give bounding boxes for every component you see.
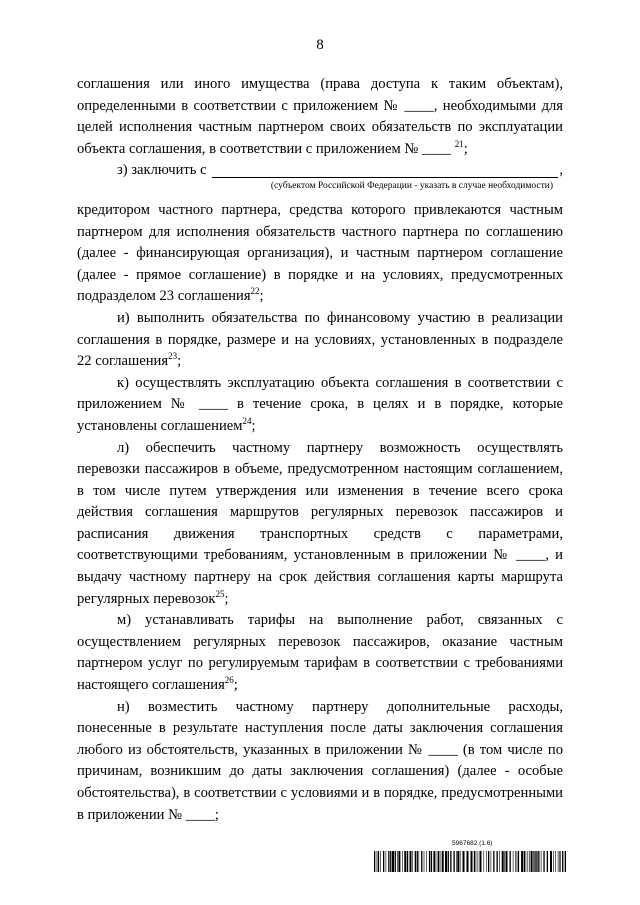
- paragraph-z: [77, 160, 563, 182]
- paragraph-end: ;: [233, 677, 238, 694]
- paragraph-k: [77, 373, 563, 438]
- paragraph-end: ;: [177, 353, 182, 370]
- paragraph-end: ;: [224, 590, 229, 607]
- paragraph-end: ;: [463, 140, 468, 157]
- paragraph-z-continuation: [77, 200, 563, 308]
- paragraph-text: м) устанавливать тарифы на выполнение работ, связанных с осуществлением регулярных перевозок пассажиров, оказание частным партнером услуг по регулируемым тарифам в соответствии с требованиями настоящего соглашения: [77, 612, 563, 694]
- document-body: [77, 74, 563, 826]
- paragraph-text: л) обеспечить частному партнеру возможность осуществлять перевозки пассажиров в объеме, предусмотренном настоящим соглашением, в том числе путем утверждения или изменения в течение всего срока действия соглашения маршрутов регулярных перевозок пассажиров и расписания движения транспортных средств с параметрами, соответствующими требованиям, установленным в приложении № ____, и выдачу частному партнеру на срок действия соглашения карты маршрута регулярных перевозок: [77, 439, 563, 607]
- footnote-ref: 26: [224, 675, 234, 686]
- footnote-ref: 24: [242, 415, 252, 426]
- paragraph-text: и) выполнить обязательства по финансовому участию в реализации соглашения в порядке, размере и на условиях, установленных в подразделе 22 соглашения: [77, 309, 563, 370]
- paragraph-continuation: [77, 74, 563, 160]
- paragraph-n: [77, 697, 563, 827]
- document-id: 5967682 (1.6): [452, 840, 493, 847]
- paragraph-text: н) возместить частному партнеру дополнительные расходы, понесенные в результате наступления после даты заключения соглашения любого из обстоятельств, указанных в приложении № ____ (в том числе по причинам, возникшим до даты заключения соглашения) (далее - особые обстоятельства), в соответствии с условиями и в порядке, предусмотренными в приложении № ____;: [77, 698, 563, 823]
- paragraph-text: к) осуществлять эксплуатацию объекта соглашения в соответствии с приложением № ____ в течение срока, в целях и в порядке, которые установлены соглашением: [77, 374, 563, 434]
- paragraph-z-end: ,: [559, 162, 563, 179]
- fill-in-line: [212, 163, 558, 178]
- paragraph-m: [77, 610, 563, 696]
- paragraph-end: ;: [251, 417, 256, 434]
- paragraph-text: соглашения или иного имущества (права доступа к таким объектам), определенными в соответствии с приложением № ____, необходимыми для целей исполнения частным партнером своих обязательств по эксплуатации объекта соглашения, в соответствии с приложением № ____: [77, 76, 563, 157]
- footnote-ref: 22: [250, 286, 260, 297]
- page-number: 8: [316, 37, 324, 53]
- fill-in-hint: (субъектом Российской Федерации - указать в случае необходимости): [270, 180, 553, 191]
- footnote-ref: 25: [215, 588, 225, 599]
- paragraph-z-lead: з) заключить с: [117, 162, 211, 179]
- footnote-ref: 21: [454, 138, 464, 149]
- paragraph-l: [77, 438, 563, 611]
- barcode: [374, 851, 566, 872]
- paragraph-end: ;: [259, 288, 264, 305]
- paragraph-text: кредитором частного партнера, средства которого привлекаются частным партнером для исполнения обязательств частного партнера по соглашению (далее - финансирующая организация), и частным партнером соглашение (далее - прямое соглашение) в порядке и на условиях, предусмотренных подразделом 23 соглашения: [77, 201, 563, 305]
- footnote-ref: 23: [168, 351, 178, 362]
- paragraph-i: [77, 308, 563, 373]
